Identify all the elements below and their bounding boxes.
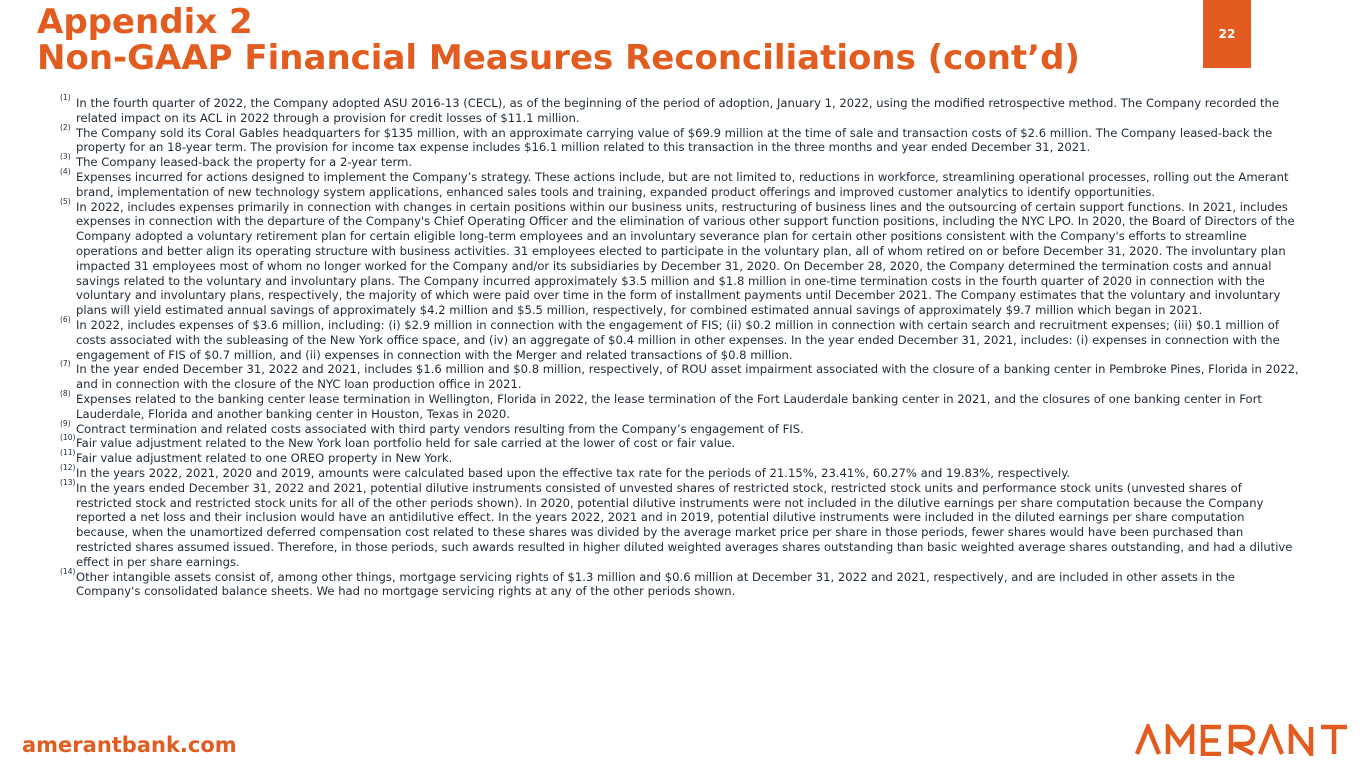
footnote-text: In 2022, includes expenses primarily in connection with changes in certain positions within our business units, restructuring of business lines and the outsourcing of certain support functions. In 2021, includes expenses in connection with the departure of the Company's Chief Operating Officer and the elimination of various other support function positions, including the NYC LPO. In 2020, the Board of Directors of the Company adopted a voluntary retirement plan for certain eligible long-term employees and an involuntary severance plan for certain other positions consistent with the Company's efforts to streamline operations and better align its operating structure with business activities. 31 employees elected to participate in the voluntary plan, all of whom retired on or before December 31, 2020. The involuntary plan impacted 31 employees most of whom no longer worked for the Company and/or its subsidiaries by December 31, 2020. On December 28, 2020, the Company determined the termination costs and annual savings related to the voluntary and involuntary plans. The Company incurred approximately $3.5 million and $1.8 million in one-time termination costs in the fourth quarter of 2020 in connection with the voluntary and involuntary plans, respectively, the majority of which were paid over time in the form of installment payments until December 2021. The Company estimates that the voluntary and involuntary plans will yield estimated annual savings of approximately $4.2 million and $5.5 million, respectively, for combined estimated annual savings of approximately $9.7 million which began in 2021. [76,199,1295,318]
footnote-text: In the year ended December 31, 2022 and 2021, includes $1.6 million and $0.8 million, respectively, of ROU asset impairment associated with the closure of a banking center in Pembroke Pines, Florida in 2022, and in connection with the closure of the NYC loan production office in 2021. [76,362,1299,392]
footnote-text: In the years ended December 31, 2022 and 2021, potential dilutive instruments consisted of unvested shares of restricted stock, restricted stock units and performance stock units (unvested shares of restricted stock and restricted stock units for all of the other periods shown). In 2020, potential dilutive instruments were not included in the dilutive earnings per share computation because the Company reported a net loss and their inclusion would have an antidilutive effect. In the years 2022, 2021 and in 2019, potential dilutive instruments were included in the diluted earnings per share computation because, when the unamortized deferred compensation cost related to these shares was divided by the average market price per share in those periods, fewer shares would have been purchased than restricted shares assumed issued. Therefore, in those periods, such awards resulted in higher diluted weighted averages shares outstanding than basic weighted average shares outstanding, and had a dilutive effect in per share earnings. [76,480,1293,569]
footnote-11 [60,448,1300,466]
footnote-marker: (5) [60,196,71,206]
footnote-7 [60,359,1300,392]
footnote-text: In the fourth quarter of 2022, the Company adopted ASU 2016-13 (CECL), as of the beginning of the period of adoption, January 1, 2022, using the modified retrospective method. The Company recorded the related impact on its ACL in 2022 through a provision for credit losses of $11.1 million. [76,96,1280,125]
footnote-text: Expenses incurred for actions designed to implement the Company’s strategy. These actions include, but are not limited to, reductions in workforce, streamlining operational processes, rolling out the Amerant brand, implementation of new technology system applications, enhanced sales tools and training, expanded product offerings and improved customer analytics to identify opportunities. [76,169,1289,199]
footnote-marker: (9) [60,418,71,428]
footnote-5 [60,196,1300,318]
footnote-3 [60,152,1300,170]
page-number-badge [1203,0,1251,68]
footnote-10 [60,433,1300,451]
footnote-marker: (8) [60,388,71,398]
footnote-12 [60,462,1300,481]
footnote-text: Fair value adjustment related to one OREO property in New York. [76,451,453,466]
footnotes-list [60,93,1300,599]
footnote-1 [60,93,1300,126]
footnote-marker: (2) [60,122,71,132]
footnote-8 [60,388,1300,422]
amerant-logo-wordmark [1135,724,1349,756]
footnote-text: The Company leased-back the property for a 2-year term. [76,155,413,170]
footnote-13 [60,477,1300,570]
footnote-marker: (11) [60,448,76,458]
footnote-marker: (3) [60,152,71,162]
title-line-2: Non-GAAP Financial Measures Reconciliations (cont’d) [37,38,1080,78]
footnote-9 [60,418,1300,437]
footnote-6 [60,314,1300,362]
footnote-14 [60,566,1300,600]
footnote-marker: (6) [60,314,71,324]
title-line-1: Appendix 2 [37,2,253,42]
footnote-marker: (12) [60,462,76,472]
page-number: 22 [1218,27,1236,41]
footnote-text: In the years 2022, 2021, 2020 and 2019, amounts were calculated based upon the effective tax rate for the periods of 21.15%, 23.41%, 60.27% and 19.83%, respectively. [76,465,1071,480]
footnote-text: Contract termination and related costs associated with third party vendors resulting from the Company’s engagement of FIS. [76,421,804,436]
footnote-text: In 2022, includes expenses of $3.6 million, including: (i) $2.9 million in connection with the engagement of FIS; (ii) $0.2 million in connection with certain search and recruitment expenses; (iii) $0.1 million of costs associated with the subleasing of the New York office space, and (iv) an aggregate of $0.4 million in other expenses. In the year ended December 31, 2021, includes: (i) expenses in connection with the engagement of FIS of $0.7 million, and (ii) expenses in connection with the Merger and related transactions of $0.8 million. [76,317,1280,362]
footnote-marker: (14) [60,566,76,576]
page-title [37,4,1080,76]
footnote-text: Expenses related to the banking center lease termination in Wellington, Florida in 2022, the lease termination of the Fort Lauderdale banking center in 2021, and the closures of one banking center in Fort Lauderdale, Florida and another banking center in Houston, Texas in 2020. [76,391,1262,421]
footnote-marker: (10) [60,433,76,443]
footnote-4 [60,166,1300,200]
footnote-marker: (1) [60,93,71,102]
footnote-marker: (13) [60,477,76,487]
footnote-marker: (4) [60,166,71,176]
footnote-marker: (7) [60,359,71,369]
footnote-2 [60,122,1300,156]
footnote-text: Other intangible assets consist of, among other things, mortgage servicing rights of $1.3 million and $0.6 million at December 31, 2022 and 2021, respectively, and are included in other assets in the Company's consolidated balance sheets. We had no mortgage servicing rights at any of the other periods shown. [76,569,1235,599]
footnote-text: Fair value adjustment related to the New York loan portfolio held for sale carried at the lower of cost or fair value. [76,436,736,451]
amerant-logo [1135,724,1349,756]
footnote-text: The Company sold its Coral Gables headquarters for $135 million, with an approximate carrying value of $69.9 million at the time of sale and transaction costs of $2.6 million. The Company leased-back the property for an 18-year term. The provision for income tax expense includes $16.1 million related to this transaction in the three months and year ended December 31, 2021. [76,125,1273,155]
footer-website-url: amerantbank.com [22,733,237,757]
